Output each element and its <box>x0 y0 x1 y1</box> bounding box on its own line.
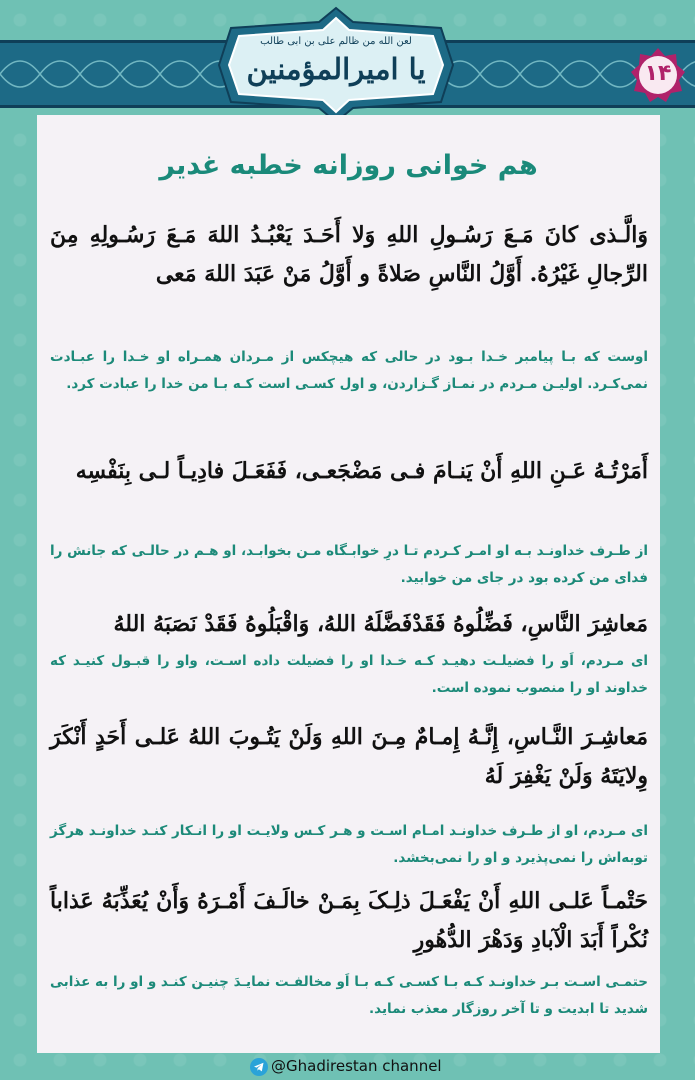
telegram-icon[interactable] <box>250 1058 268 1076</box>
plaque-small-text: لعن الله من ظالم علی بن ابی طالب <box>260 36 412 47</box>
persian-text-3: ای مـردم، اَو را فضیلـت دهیـد کـه خـدا او را فضیلت داده اسـت، واو را قبـول کنیـد که خداوند او را منصوب نموده است. <box>50 653 648 696</box>
persian-text-4: ای مـردم، او از طـرف خداونـد امـام اسـت و هـر کـس ولایـت او را انـکار کنـد خداونـد هرگز توبه‌اش را نمی‌پذیرد و او را نمی‌بخشد. <box>50 823 648 866</box>
arabic-text-1: وَالَّـذی کانَ مَـعَ رَسُـولِ اللهِ وَلا أَحَـدَ یَعْبُـدُ اللهَ مَـعَ رَسُـولِهِ مِنَ الرِّجالِ غَیْرُهُ. أَوَّلُ النَّاسِ صَلاةً و أَوَّلُ مَنْ عَبَدَ اللهَ مَعی <box>50 222 648 287</box>
page-number-badge <box>630 47 686 103</box>
page-heading: هم خوانی روزانه خطبه غدیر <box>159 150 538 181</box>
plaque-title: یا امیرالمؤمنین <box>246 52 426 86</box>
persian-text-2: از طـرف خداونـد بـه او امـر کـردم تـا درِ خوابـگاه مـن بخوابـد، او هـم در حالـی که جانش را فدای من کرده بود در جای من خوابید. <box>50 543 648 586</box>
persian-text-1: اوست که بـا پیامبر خـدا بـود در حالی که هیچکس از مـردان همـراه او خـدا را عبـادت نمی‌کـرد. اولیـن مـردم در نمـاز گـزاردن، و اول کسـی است کـه بـا من خدا را عبادت کرد. <box>50 349 648 392</box>
page-number: ۱۴ <box>644 61 672 86</box>
channel-handle[interactable]: @Ghadirestan channel <box>271 1057 442 1075</box>
arabic-text-4: مَعاشِـرَ النَّـاسِ، إِنَّـهُ إِمـامٌ مِـنَ اللهِ وَلَنْ یَتُـوبَ اللهُ عَلـی أَحَدٍ أَنْکَرَ وِلایَتَهُ وَلَنْ یَغْفِرَ لَهُ <box>50 724 648 789</box>
footer <box>0 1054 695 1080</box>
title-plaque <box>213 6 459 124</box>
persian-text-5: حتمـی اسـت بـر خداونـد کـه بـا کسـی کـه بـا اَو مخالفـت نمایـدَ چنیـن کنـد و او را به عذابی شدید تا ابدیت و تا آخر روزگار معذب نماید. <box>49 974 648 1017</box>
arabic-text-3: مَعاشِرَ النَّاسِ، فَضِّلُوهُ فَقَدْفَضَّلَهُ اللهُ، وَاقْبَلُوهُ فَقَدْ نَصَبَهُ اللهُ <box>113 611 648 637</box>
arabic-text-2: أَمَرْتُـهُ عَـنِ اللهِ أَنْ یَنـامَ فـی مَضْجَعـی، فَفَعَـلَ فادِیـاً لـی بِنَفْسِه <box>75 458 648 484</box>
arabic-text-5: حَتْمـاً عَلـی اللهِ أَنْ یَفْعَـلَ ذلِـکَ بِمَـنْ خالَـفَ أَمْـرَهُ وَأَنْ یُعَذِّبَهُ عَذاباً نُکْراً أَبَدَ الْآبادِ وَدَهْرَ الدُّهُورِ <box>50 888 648 953</box>
